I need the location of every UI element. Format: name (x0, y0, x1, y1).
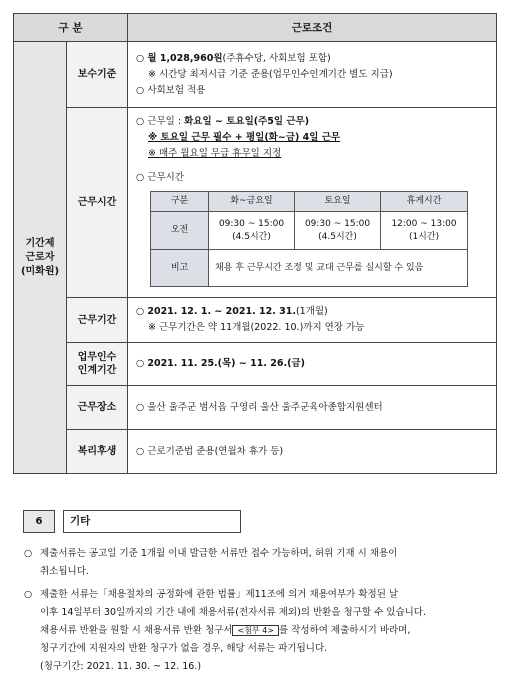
hours-table-header (151, 192, 468, 212)
pay-label: 보수기준 (67, 42, 128, 108)
note-text: 채용 후 근무시간 조정 및 교대 근무를 실시할 수 있음 (209, 250, 468, 287)
period-label: 근무기간 (67, 298, 128, 343)
time-range: 09:30 ~ 15:00 (218, 218, 285, 229)
row-location (14, 386, 497, 430)
monthly-pay: 월 1,028,960원 (147, 52, 223, 64)
handover-label-line-1: 업무인수 (77, 352, 117, 363)
duration: (4.5시간) (318, 231, 357, 242)
section-heading (23, 510, 241, 531)
note-label: 비고 (151, 250, 209, 287)
period-dates: 2021. 12. 1. ~ 2021. 12. 31. (147, 306, 296, 317)
note-line: 제출한 서류는「채용절차의 공정화에 관한 법률」제11조에 의거 채용여부가 확정된 날 (40, 589, 399, 600)
row-period (14, 298, 497, 343)
note-text: 를 작성하여 제출하시기 바라며, (278, 625, 411, 636)
pay-line-3: ○ 사회보험 적용 (136, 84, 206, 96)
hours-table-note-row (151, 250, 468, 287)
hours-header-cell: 토요일 (295, 192, 381, 212)
note-item-return (24, 586, 500, 676)
pay-line-2: ※ 시간당 최저시급 기준 준용(업무인수인계기간 별도 지급) (148, 68, 393, 80)
workdays-line (136, 114, 488, 130)
section-number: 6 (23, 510, 55, 533)
handover-conditions (128, 343, 497, 386)
note-line: 청구기간에 지원자의 반환 청구가 없을 경우, 해당 서류는 파기됩니다. (40, 643, 328, 654)
note-item-documents (24, 545, 500, 581)
pay-detail: (주휴수당, 사회보험 포함) (222, 52, 331, 64)
attachment-ref: <첨부 4> (232, 625, 279, 636)
welfare-label: 복리후생 (67, 430, 128, 474)
note-line: 제출서류는 공고일 기준 1개월 이내 발급한 서류만 접수 가능하며, 허위 기재 시 채용이 (40, 548, 398, 559)
bullet: ○ (136, 52, 145, 64)
hours-header-cell: 구분 (151, 192, 209, 212)
handover-label (67, 343, 128, 386)
notes-list (24, 545, 500, 676)
location-label: 근무장소 (67, 386, 128, 430)
period-duration: (1개월) (295, 306, 328, 317)
hours-table-am-row (151, 212, 468, 250)
period-note: ※ 근무기간은 약 11개월(2022. 10.)까지 연장 가능 (148, 322, 365, 333)
pay-conditions (128, 42, 497, 108)
period-conditions (128, 298, 497, 343)
category-line-1: 기간제 (25, 237, 55, 249)
workdays: 화요일 ~ 토요일(주5일 근무) (184, 116, 310, 127)
bullet: ○ (24, 548, 33, 559)
handover-label-line-2: 인계기간 (77, 365, 117, 376)
time-title: ○ 근무시간 (136, 172, 185, 183)
note-text: 채용서류 반환을 원할 시 채용서류 반환 청구서 (40, 625, 233, 636)
saturday-hours (295, 212, 381, 250)
worker-category (14, 42, 67, 474)
hours-header-cell: 화~금요일 (209, 192, 295, 212)
handover-dates: 2021. 11. 25.(목) ~ 11. 26.(금) (147, 358, 305, 369)
hours-conditions (128, 108, 497, 298)
time-range: 09:30 ~ 15:00 (304, 218, 371, 229)
pay-line-1 (136, 51, 488, 67)
header-category: 구 분 (14, 14, 128, 42)
welfare-text: ○ 근로기준법 준용(연월차 휴가 등) (128, 430, 497, 474)
weekday-hours (209, 212, 295, 250)
time-range: 12:00 ~ 13:00 (391, 218, 457, 229)
row-hours (14, 108, 497, 298)
bullet: ○ (136, 306, 145, 317)
header-conditions: 근로조건 (128, 14, 497, 42)
work-conditions-table (13, 13, 497, 474)
period-dates-line (136, 304, 488, 320)
section-title: 기타 (63, 510, 241, 533)
category-line-2: 근로자 (25, 251, 55, 263)
bullet: ○ (24, 589, 33, 600)
workdays-prefix: ○ 근무일 : (136, 116, 185, 127)
monday-note: ※ 매주 월요일 무급 휴무일 지정 (148, 148, 282, 159)
duration: (1시간) (408, 231, 440, 242)
bullet: ○ (136, 358, 145, 369)
hours-header-cell: 휴게시간 (381, 192, 468, 212)
note-line: 이후 14일부터 30일까지의 기간 내에 채용서류(전자서류 제외)의 반환을 청구할 수 있습니다. (40, 607, 427, 618)
break-hours (381, 212, 468, 250)
am-label: 오전 (151, 212, 209, 250)
row-handover (14, 343, 497, 386)
row-pay (14, 42, 497, 108)
note-line (40, 622, 500, 640)
hours-label: 근무시간 (67, 108, 128, 298)
note-line: 취소됩니다. (40, 566, 89, 577)
table-header-row (14, 14, 497, 42)
duration: (4.5시간) (232, 231, 271, 242)
note-line: (청구기간: 2021. 11. 30. ~ 12. 16.) (40, 661, 202, 672)
row-welfare (14, 430, 497, 474)
hours-table (150, 191, 468, 287)
saturday-note: ※ 토요일 근무 필수 + 평일(화~금) 4일 근무 (148, 132, 341, 143)
category-line-3: (미화원) (20, 265, 60, 277)
location-text: ○ 울산 울주군 범서읍 구영리 울산 울주군육아종합지원센터 (128, 386, 497, 430)
